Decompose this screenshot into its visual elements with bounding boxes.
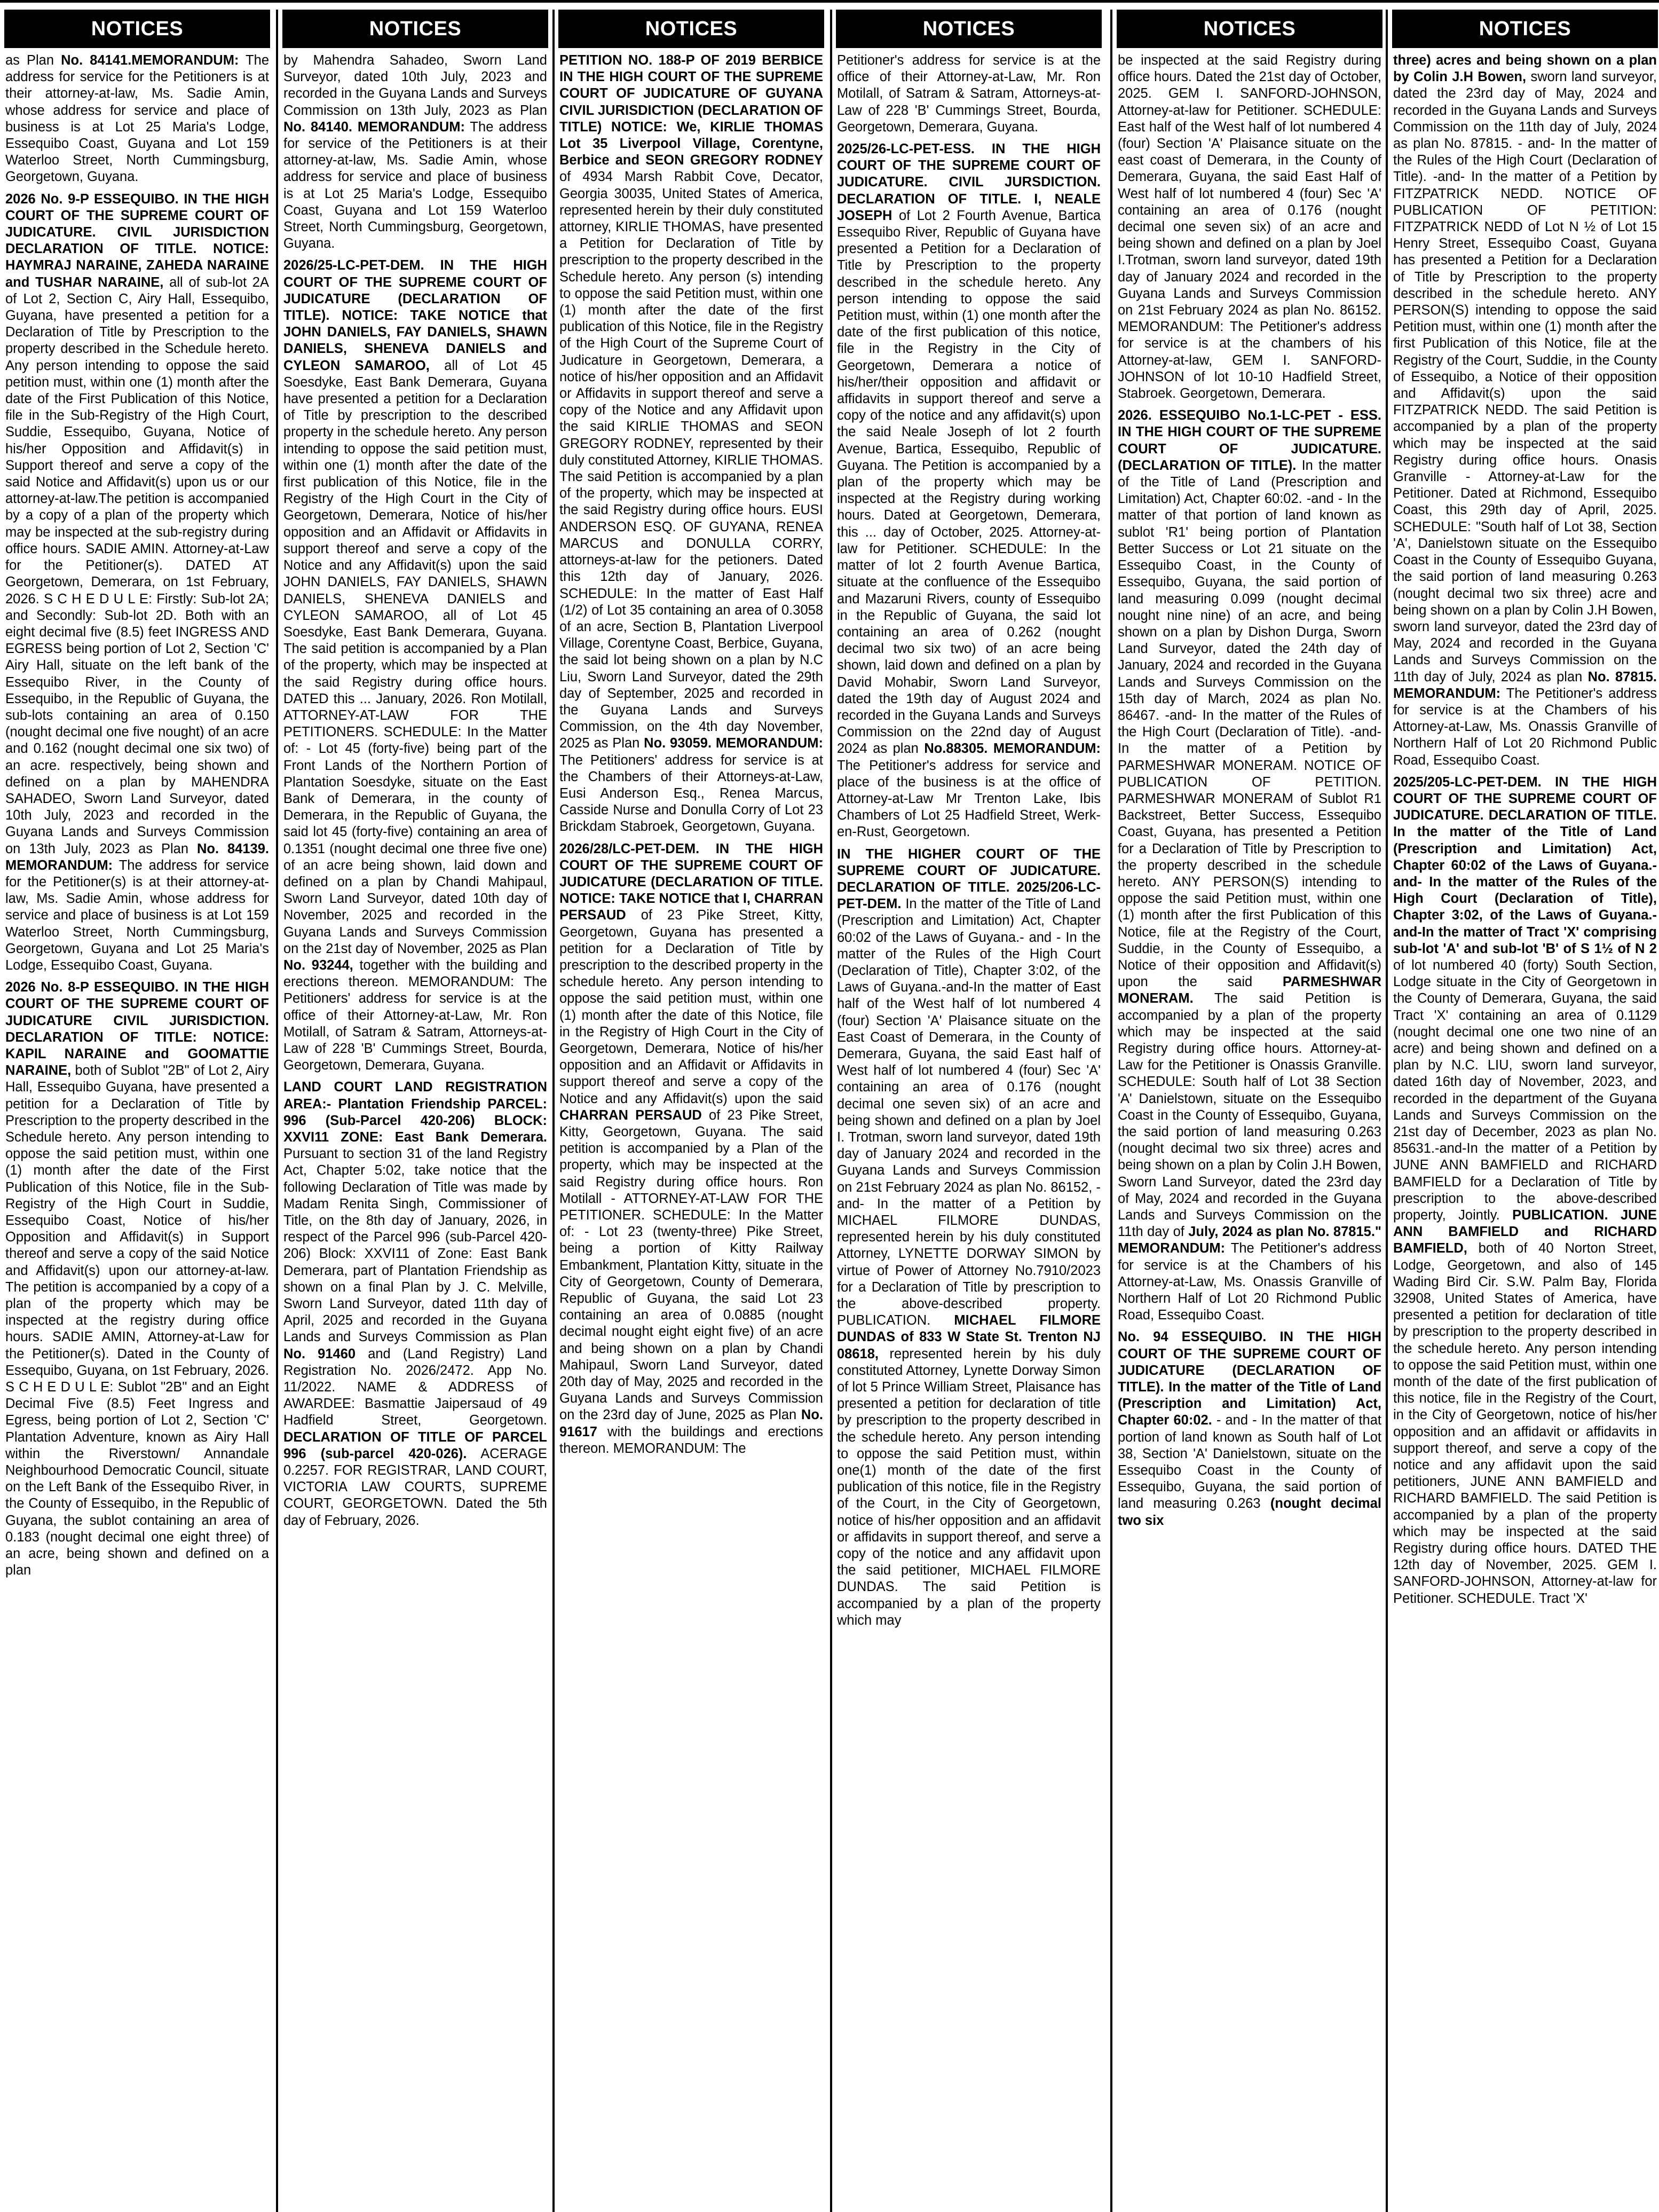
notices-column-2	[282, 10, 548, 2208]
notice-emphasis: 2026. ESSEQUIBO No.1-LC-PET - ESS. IN THE HIGH COURT OF THE SUPREME COURT OF JUDICATURE. (DECLARATION OF TITLE).	[1118, 408, 1381, 473]
notice-text: 2026 No. 8-P ESSEQUIBO. IN THE HIGH COURT OF THE SUPREME COURT OF JUDICATURE CIVIL JURISDICTION. DECLARATION OF TITLE: NOTICE: KAPIL NARAINE and GOOMATTIE NARAINE, both of Sublot "2B" of Lot 2, Airy Hall, Essequibo Guyana, have presented a petition for a Declaration of Title by Prescription to the property described in the Schedule hereto. Any person intending to oppose the said petition must, within one (1) month after the date of the First Publication of this Notice, file in the Sub-Registry of the High Court in Suddie, Essequibo Coast, Notice of his/her Opposition and Affidavit(s) in Support thereof and serve a copy of the said Notice and Affidavit(s) upon our attorney-at-law. The petition is accompanied by a copy of a plan of the property which may be inspected at the registry during office hours. SADIE AMIN, Attorney-at-Law for the Petitioner(s). Dated in the County of Essequibo, Guyana, on 1st February, 2026. S C H E D U L E: Sublot "2B" and an Eight Decimal Five (8.5) Feet Ingress and Egress, being portion of Lot 2, Section 'C' Plantation Adventure, known as Airy Hall within the Riverstown/ Annandale Neighbourhood Democratic Council, situate on the Left Bank of the Essequibo River, in the County of Essequibo, in the Republic of Guyana, the sublot containing an area of 0.183 (nought decimal one eight three) of an acre, being shown and defined on a plan	[5, 980, 269, 1578]
notice-emphasis: No.88305. MEMORANDUM:	[924, 741, 1101, 757]
notice-emphasis: 2026 No. 9-P ESSEQUIBO. IN THE HIGH COURT OF THE SUPREME COURT OF JUDICATURE. CIVIL JURISDICTION DECLARATION OF TITLE. NOTICE: HAYMRAJ NARAINE, ZAHEDA NARAINE and TUSHAR NARAINE,	[5, 191, 269, 290]
notice-emphasis: No. 84141.MEMORANDUM:	[61, 53, 239, 68]
column-divider	[552, 10, 555, 2212]
column-header: NOTICES	[1392, 10, 1658, 48]
column-divider	[1386, 10, 1388, 2212]
notices-column-1	[4, 10, 270, 2208]
notice-text: Petitioner's address for service is at the office of their Attorney-at-Law, Mr. Ron Motilall, of Satram & Satram, Attorneys-at-Law of 228 'B' Cummings Street, Bourda, Georgetown, Demerara, Guyana.	[837, 53, 1101, 135]
notice-emphasis: (nought decimal two six	[1118, 1496, 1381, 1528]
column-header: NOTICES	[282, 10, 548, 48]
notice-emphasis: PARMESHWAR MONERAM.	[1118, 974, 1381, 1006]
notice-emphasis: No. 93059. MEMORANDUM:	[644, 736, 823, 751]
notice-emphasis: No. 94 ESSEQUIBO. IN THE HIGH COURT OF THE SUPREME COURT OF JUDICATURE (DECLARATION OF TITLE). In the matter of the Title of Land (Prescription and Limitation) Act, Chapter 60:02.	[1118, 1329, 1381, 1428]
notice-text: 2026 No. 9-P ESSEQUIBO. IN THE HIGH COURT OF THE SUPREME COURT OF JUDICATURE. CIVIL JURISDICTION DECLARATION OF TITLE. NOTICE: HAYMRAJ NARAINE, ZAHEDA NARAINE and TUSHAR NARAINE, all of sub-lot 2A of Lot 2, Section C, Airy Hall, Essequibo, Guyana, have presented a petition for a Declaration of Title by Prescription to the property described in the Schedule hereto. Any person intending to oppose the said petition must, within one (1) month after the date of the First Publication of this Notice, file in the Sub-Registry of the High Court, Suddie, Essequibo, Guyana, Notice of his/her Opposition and Affidavit(s) in Support thereof and serve a copy of the said Notice and Affidavit(s) upon us or our attorney-at-law.The petition is accompanied by a copy of a plan of the property which may be inspected at the sub-registry during office hours. SADIE AMIN. Attorney-at-Law for the Petitioner(s). DATED AT Georgetown, Demerara, on 1st February, 2026. S C H E D U L E: Firstly: Sub-lot 2A; and Secondly: Sub-lot 2D. Both with an eight decimal five (8.5) feet INGRESS AND EGRESS being portion of Lot 2, Section 'C' Airy Hall, situate on the left bank of the Essequibo River, in the County of Essequibo, in the Republic of Guyana, the sub-lots containing an area of 0.150 (nought decimal one five nought) of an acre and 0.162 (nought decimal one six two) of an acre. respectively, being shown and defined on a plan by MAHENDRA SAHADEO, Sworn Land Surveyor, dated 10th July, 2023 and recorded in the Guyana Lands and Surveys Commission on 13th July, 2023 as Plan No. 84139. MEMORANDUM: The address for service for the Petitioner(s) is at their attorney-at-law, Ms. Sadie Amin, whose address for service and place of business is at Lot 159 Waterloo Street, North Cummingsburg, Georgetown, Guyana and Lot 25 Maria's Lodge, Essequibo Coast, Guyana.	[5, 191, 269, 973]
notice-text: 2026/28/LC-PET-DEM. IN THE HIGH COURT OF THE SUPREME COURT OF JUDICATURE (DECLARATION OF TITLE. NOTICE: TAKE NOTICE that I, CHARRAN PERSAUD of 23 Pike Street, Kitty, Georgetown, Guyana has presented a petition for a Declaration of Title by prescription to the described property in the schedule hereto. Any person intending to oppose the said petition must, within one (1) month after the date of this Notice, file in the Registry of High Court in the City of Georgetown, Demerara, Notice of his/her opposition and an Affidavit or Affidavits in support thereof and serve a copy of the Notice and any Affidavit(s) upon the said CHARRAN PERSAUD of 23 Pike Street, Kitty, Georgetown, Guyana. The said petition is accompanied by a Plan of the property, which may be inspected at the said Registry during office hours. Ron Motilall - ATTORNEY-AT-LAW FOR THE PETITIONER. SCHEDULE: In the Matter of: - Lot 23 (twenty-three) Pike Street, being a portion of Kitty Railway Embankment, Plantation Kitty, situate in the City of Georgetown, County of Demerara, Republic of Guyana, the said Lot 23 containing an area of 0.0885 (nought decimal nought eight eight five) of an acre and being shown on a plan by Chandi Mahipaul, Sworn Land Surveyor, dated 20th day of May, 2025 and recorded in the Guyana Lands and Surveys Commission on the 23rd day of June, 2025 as Plan No. 91617 with the buildings and erections thereon. MEMORANDUM: The	[559, 841, 823, 1456]
notice-emphasis: 2026 No. 8-P ESSEQUIBO. IN THE HIGH COURT OF THE SUPREME COURT OF JUDICATURE CIVIL JURISDICTION. DECLARATION OF TITLE: NOTICE: KAPIL NARAINE and GOOMATTIE NARAINE,	[5, 980, 269, 1079]
notice-text: 2025/26-LC-PET-ESS. IN THE HIGH COURT OF THE SUPREME COURT OF JUDICATURE. CIVIL JURSDICTION. DECLARATION OF TITLE. I, NEALE JOSEPH of Lot 2 Fourth Avenue, Bartica Essequibo River, Republic of Guyana have presented a Petition for a Declaration of Title by Prescription to the property described in the schedule hereto. Any person intending to oppose the said Petition must, within (1) one month after the date of the first publication of this notice, file in the Registry in the City of Georgetown, Demerara a notice of his/her/their opposition and affidavit or affidavits in support thereof and serve a copy of the notice and any affidavit(s) upon the said Neale Joseph of lot 2 fourth Avenue, Bartica, Essequibo, Republic of Guyana. The Petition is accompanied by a plan of the property which may be inspected at the Registry during working hours. Dated at Georgetown, Demerara, this ... day of October, 2025. Attorney-at-law for Petitioner. SCHEDULE: In the matter of lot 2 fourth Avenue Bartica, situate at the confluence of the Essequibo and Mazaruni Rivers, county of Essequibo in the Republic of Guyana, the said lot containing an area of 0.262 (nought decimal two six two) of an acre being shown, laid down and defined on a plan by David Mohabir, Sworn Land Surveyor, dated the 19th day of August 2024 and recorded in the Guyana Lands and Surveys Commission on the 22nd day of August 2024 as plan No.88305. MEMORANDUM: The Petitioner's address for service and place of the business is at the office of Attorney-at-Law Mr Trenton Lake, Ibis Chambers of Lot 25 Hadfield Street, Werk-en-Rust, Georgetown.	[837, 141, 1101, 840]
notice-emphasis: No. 84139. MEMORANDUM:	[5, 841, 269, 873]
notice-emphasis: MICHAEL FILMORE DUNDAS of 833 W State St. Trenton NJ 08618,	[837, 1313, 1101, 1361]
column-divider	[830, 10, 832, 2212]
notice-text: IN THE HIGHER COURT OF THE SUPREME COURT OF JUDICATURE. DECLARATION OF TITLE. 2025/206-LC-PET-DEM. In the matter of the Title of Land (Prescription and Limitation) Act, Chapter 60:02 of the Laws of Guyana.- and - In the matter of the Rules of the High Court (Declaration of Title), Chapter 3:02, of the Laws of Guyana.-and-In the matter of East half of the West half of lot numbered 4 (four) Section 'A' Plaisance situate on the East Coast of Demerara, in the County of Demerara, Guyana, the said East half of West half of lot numbered 4 (four) Sec 'A' containing an area of 0.176 (nought decimal one seven six) of an acre and being shown and defined on a plan by Joel I. Trotman, sworn land surveyor, dated 19th day of January 2024 and recorded in the Guyana Lands and Surveys Commission on 21st February 2024 as plan No. 86152, -and- In the matter of a Petition by MICHAEL FILMORE DUNDAS, represented herein by his duly constituted Attorney, LYNETTE DORWAY SIMON by virtue of Power of Attorney No.7910/2023 for a Declaration of Title by prescription to the above-described property. PUBLICATION. MICHAEL FILMORE DUNDAS of 833 W State St. Trenton NJ 08618, represented herein by his duly constituted Attorney, Lynette Dorway Simon of lot 5 Prince William Street, Plaisance has presented a petition for declaration of title by prescription to the property described in the schedule hereto. Any person intending to oppose the said Petition must, within one(1) month of the date of the first publication of this notice, file in the Registry of the Court, in the City of Georgetown, notice of his/her opposition and an affidavit or affidavits in support thereof, and serve a copy of the notice and any affidavit upon the said petitioner, MICHAEL FILMORE DUNDAS. The said Petition is accompanied by a plan of the property which may	[837, 846, 1101, 1628]
notice-text: 2026. ESSEQUIBO No.1-LC-PET - ESS. IN THE HIGH COURT OF THE SUPREME COURT OF JUDICATURE. (DECLARATION OF TITLE). In the matter of the Title of Land (Prescription and Limitation) Act, Chapter 60:02. -and - In the matter of that portion of land known as sublot 'R1' being portion of Plantation Better Success or Lot 21 situate on the Essequibo Coast, in the County of Essequibo, Guyana, the said portion of land measuring 0.099 (nought decimal nought nine nine) of an acre, and being shown on a plan by Dishon Durga, Sworn Land Surveyor, dated the 24th day of January, 2024 and recorded in the Guyana Lands and Surveys Commission on the 15th day of March, 2024 as plan No. 86467. -and- In the matter of the Rules of the High Court (Declaration of Title). -and- In the matter of a Petition by PARMESHWAR MONERAM. NOTICE OF PUBLICATION OF PETITION. PARMESHWAR MONERAM of Sublot R1 Backstreet, Better Success, Essequibo Coast, Guyana, has presented a Petition for a Declaration of Title by Prescription to the property described in the schedule hereto. ANY PERSON(S) intending to oppose the said Petition must, within one (1) month after the first Publication of this Notice, file at the Registry of the Court, Suddie, in the County of Essequibo, a Notice of their opposition and Affidavit(s) upon the said PARMESHWAR MONERAM. The said Petition is accompanied by a plan of the property which may be inspected at the said Registry during office hours. Attorney-at-Law for the Petitioner is Onassis Granville. SCHEDULE: South half of Lot 38 Section 'A' Danielstown, situate on the Essequibo Coast in the County of Essequibo, Guyana, the said portion of land measuring 0.263 (nought decimal two six three) acres and being shown on a plan by Colin J.H Bowen, Sworn Land Surveyor, dated the 23rd day of May, 2024 and recorded in the Guyana Lands and Surveys Commission on the 11th day of July, 2024 as plan No. 87815." MEMORANDUM: The Petitioner's address for service is at the Chambers of his Attorney-at-Law, Ms. Onassis Granville of Northern Half of Lot 20 Richmond Public Road, Essequibo Coast.	[1118, 408, 1382, 1323]
column-divider	[1110, 10, 1112, 2212]
notice-emphasis: No. 84140. MEMORANDUM:	[283, 119, 465, 135]
notice-emphasis: July, 2024 as plan No. 87815." MEMORANDUM:	[1118, 1224, 1382, 1256]
notice-text: 2026/25-LC-PET-DEM. IN THE HIGH COURT OF THE SUPREME COURT OF JUDICATURE (DECLARATION OF TITLE). NOTICE: TAKE NOTICE that JOHN DANIELS, FAY DANIELS, SHAWN DANIELS, SHENEVA DANIELS and CYLEON SAMAROO, all of Lot 45 Soesdyke, East Bank Demerara, Guyana have presented a petition for a Declaration of Title by prescription to the described property in the schedule hereto. Any person intending to oppose the said petition must, within one (1) month after the date of the first publication of this Notice, file in the Registry of the High Court in the City of Georgetown, Demerara, Notice of his/her opposition and an Affidavit or Affidavits in support thereof and serve a copy of the Notice and any Affidavit(s) upon the said JOHN DANIELS, FAY DANIELS, SHAWN DANIELS, SHENEVA DANIELS and CYLEON SAMAROO, all of Lot 45 Soesdyke, East Bank Demerara, Guyana. The said petition is accompanied by a Plan of the property, which may be inspected at the said Registry during office hours. DATED this ... January, 2026. Ron Motilall, ATTORNEY-AT-LAW FOR THE PETITIONERS. SCHEDULE: In the Matter of: - Lot 45 (forty-five) being part of the Front Lands of the Northern Portion of Plantation Soesdyke, situate on the East Bank of Demerara, in the county of Demerara, in the Republic of Guyana, the said lot 45 (forty-five) containing an area of 0.1351 (nought decimal one three five one) of an acre being shown, laid down and defined on a plan by Chandi Mahipaul, Sworn Land Surveyor, dated 10th day of November, 2025 and recorded in the Guyana Lands and Surveys Commission on the 21st day of November, 2025 as Plan No. 93244, together with the building and erections thereon. MEMORANDUM: The Petitioners' address for service is at the office of their Attorney-at-Law, Mr. Ron Motilall, of Satram & Satram, Attorneys-at-Law of 228 'B' Cummings Street, Bourda, Georgetown, Demerara, Guyana.	[283, 258, 548, 1073]
notice-emphasis: No. 87815. MEMORANDUM:	[1393, 669, 1657, 701]
notice-emphasis: No. 93244,	[283, 957, 353, 973]
notice-emphasis: DECLARATION OF TITLE OF PARCEL 996 (sub-parcel 420-026).	[283, 1429, 547, 1461]
notice-emphasis: IN THE HIGHER COURT OF THE SUPREME COURT OF JUDICATURE. DECLARATION OF TITLE. 2025/206-LC-PET-DEM.	[837, 846, 1101, 912]
notice-text: three) acres and being shown on a plan by Colin J.H Bowen, sworn land surveyor, dated the 23rd day of May, 2024 and recorded in the Guyana Lands and Surveys Commission on the 11th day of July, 2024 as plan No. 87815. - and- In the matter of the Rules of the High Court (Declaration of Title). -and- In the matter of a Petition by FITZPATRICK NEDD. NOTICE OF PUBLICATION OF PETITION: FITZPATRICK NEDD of Lot N ½ of Lot 15 Henry Street, Essequibo Coast, Guyana has presented a Petition for a Declaration of Title by Prescription to the property described in the schedule hereto. ANY PERSON(S) intending to oppose the said Petition must, within one (1) month after the first Publication of this Notice, file at the Registry of the Court, Suddie, in the County of Essequibo, a Notice of their opposition and Affidavit(s) upon the said FITZPATRICK NEDD. The said Petition is accompanied by a plan of the property which may be inspected at the said Registry during office hours. Onasis Granville - Attorney-at-Law for the Petitioner. Dated at Richmond, Essequibo Coast, this 29th day of April, 2025. SCHEDULE: "South half of Lot 38, Section 'A', Danielstown situate on the Essequibo Coast in the County of Essequibo Guyana, the said portion of land measuring 0.263 (nought decimal two six three) acre and being shown on a plan by Colin J.H Bowen, sworn land surveyor, dated the 23rd day of May, 2024 and recorded in the Guyana Lands and Surveys Commission on the 11th day of July, 2024 as plan No. 87815. MEMORANDUM: The Petitioner's address for service is at the Chambers of his Attorney-at-Law, Ms. Onassis Granville of Northern Half of Lot 20 Richmond Public Road, Essequibo Coast.	[1393, 53, 1657, 768]
notice-text: LAND COURT LAND REGISTRATION AREA:- Plantation Friendship PARCEL: 996 (Sub-Parcel 420-206) BLOCK: XXVI11 ZONE: East Bank Demerara. Pursuant to section 31 of the land Registry Act, Chapter 5:02, take notice that the following Declaration of Title was made by Madam Renita Singh, Commissioner of Title, on the 8th day of January, 2026, in respect of the Parcel 996 (sub-Parcel 420-206) Block: XXVI11 of Zone: East Bank Demerara, part of Plantation Friendship as shown on a final Plan by J. C. Melville, Sworn Land Surveyor, dated 11th day of April, 2025 and recorded in the Guyana Lands and Surveys Commission as Plan No. 91460 and (Land Registry) Land Registration No. 2026/2472. App No. 11/2022. NAME & ADDRESS of AWARDEE: Basmattie Jaipersaud of 49 Hadfield Street, Georgetown. DECLARATION OF TITLE OF PARCEL 996 (sub-parcel 420-026). ACERAGE 0.2257. FOR REGISTRAR, LAND COURT, VICTORIA LAW COURTS, SUPREME COURT, GEORGETOWN. Dated the 5th day of February, 2026.	[283, 1080, 547, 1528]
notice-text: by Mahendra Sahadeo, Sworn Land Surveyor, dated 10th July, 2023 and recorded in the Guyana Lands and Surveys Commission on 13th July, 2023 as Plan No. 84140. MEMORANDUM: The address for service of the Petitioners is at their attorney-at-law, Ms. Sadie Amin, whose address for service and place of business is at Lot 25 Maria's Lodge, Essequibo Coast, Guyana and Lot 159 Waterloo Street, North Cummingsburg, Georgetown, Guyana.	[283, 53, 547, 251]
notice-text: be inspected at the said Registry during office hours. Dated the 21st day of October, 2025. GEM I. SANFORD-JOHNSON, Attorney-at-law for Petitioner. SCHEDULE: East half of the West half of lot numbered 4 (four) Section 'A' Plaisance situate on the east coast of Demerara, in the County of Demerara, Guyana, the said East Half of West half of lot numbered 4 (four) Sec 'A' containing an area of 0.176 (nought decimal one seven six) of an acre and being shown and defined on a plan by Joel I.Trotman, sworn land surveyor, dated 19th day of January 2024 and recorded in the Guyana Lands and Surveys Commission on 21st February 2024 as plan No. 86152. MEMORANDUM: The Petitioner's address for service is at the chambers of his Attorney-at-law, GEM I. SANFORD-JOHNSON of lot 10-10 Hadfield Street, Stabroek. Georgetown, Demerara.	[1118, 53, 1381, 402]
notice-emphasis: PETITION NO. 188-P OF 2019 BERBICE IN THE HIGH COURT OF THE SUPREME COURT OF JUDICATURE OF GUYANA CIVIL JURISDICTION (DECLARATION OF TITLE) NOTICE: We, KIRLIE THOMAS Lot 35 Liverpool Village, Corentyne, Berbice and SEON GREGORY RODNEY	[559, 53, 823, 168]
notice-emphasis: 2026/28/LC-PET-DEM. IN THE HIGH COURT OF THE SUPREME COURT OF JUDICATURE (DECLARATION OF TITLE. NOTICE: TAKE NOTICE that I, CHARRAN PERSAUD	[559, 841, 823, 923]
column-header: NOTICES	[558, 10, 824, 48]
top-border-line	[0, 0, 1659, 3]
notice-emphasis: 2025/26-LC-PET-ESS. IN THE HIGH COURT OF THE SUPREME COURT OF JUDICATURE. CIVIL JURSDICTION. DECLARATION OF TITLE. I, NEALE JOSEPH	[837, 141, 1101, 223]
notices-column-3	[558, 10, 824, 2208]
notice-emphasis: three) acres and being shown on a plan by Colin J.H Bowen,	[1393, 53, 1657, 85]
notice-emphasis: LAND COURT LAND REGISTRATION AREA:- Plantation Friendship PARCEL: 996 (Sub-Parcel 420-206) BLOCK: XXVI11 ZONE: East Bank Demerara.	[283, 1080, 547, 1145]
column-header: NOTICES	[836, 10, 1102, 48]
notice-emphasis: 2025/205-LC-PET-DEM. IN THE HIGH COURT OF THE SUPREME COURT OF JUDICATURE. DECLARATION OF TITLE. In the matter of the Title of Land (Prescription and Limitation) Act, Chapter 60:02 of the Laws of Guyana.-and- In the matter of the Rules of the High Court (Declaration of Title), Chapter 3:02, of the Laws of Guyana.-and-In the matter of Tract 'X' comprising sub-lot 'A' and sub-lot 'B' of S 1½ of N 2	[1393, 774, 1657, 956]
column-header: NOTICES	[1117, 10, 1382, 48]
column-divider	[276, 10, 278, 2212]
notice-emphasis: No. 91617	[559, 1407, 823, 1439]
notices-column-4	[836, 10, 1102, 2208]
notice-emphasis: 2026/25-LC-PET-DEM. IN THE HIGH COURT OF THE SUPREME COURT OF JUDICATURE (DECLARATION OF TITLE). NOTICE: TAKE NOTICE that JOHN DANIELS, FAY DANIELS, SHAWN DANIELS, SHENEVA DANIELS and CYLEON SAMAROO,	[283, 258, 547, 373]
notice-text: 2025/205-LC-PET-DEM. IN THE HIGH COURT OF THE SUPREME COURT OF JUDICATURE. DECLARATION OF TITLE. In the matter of the Title of Land (Prescription and Limitation) Act, Chapter 60:02 of the Laws of Guyana.-and- In the matter of the Rules of the High Court (Declaration of Title), Chapter 3:02, of the Laws of Guyana.-and-In the matter of Tract 'X' comprising sub-lot 'A' and sub-lot 'B' of S 1½ of N 2 of lot numbered 40 (forty) South Section, Lodge situate in the City of Georgetown in the County of Demerara, Guyana, the said Tract 'X' containing an area of 0.1129 (nought decimal one one two nine of an acre) and being shown and defined on a plan by N.C. LIU, sworn land surveyor, dated 16th day of November, 2023, and recorded in the department of the Guyana Lands and Surveys Commission on the 21st day of December, 2023 as plan No. 85631.-and-In the matter of a Petition by JUNE ANN BAMFIELD and RICHARD BAMFIELD for a Declaration of Title by prescription to the above-described property, Jointly. PUBLICATION. JUNE ANN BAMFIELD and RICHARD BAMFIELD, both of 40 Norton Street, Lodge, Georgetown, and also of 145 Wading Bird Cir. S.W. Palm Bay, Florida 32908, United States of America, have presented a petition for declaration of title by prescription to the property described in the schedule hereto. Any person intending to oppose the said Petition must, within one month of the date of the first publication of this notice, file in the Registry of the Court, in the City of Georgetown, notice of his/her opposition and an affidavit or affidavits in support thereof, and serve a copy of the notice and any affidavit upon the said petitioners, JUNE ANN BAMFIELD and RICHARD BAMFIELD. The said Petition is accompanied by a plan of the property which may be inspected at the said Registry during office hours. DATED THE 12th day of November, 2025. GEM I. SANFORD-JOHNSON, Attorney-at-law for Petitioner. SCHEDULE. Tract 'X'	[1393, 774, 1657, 1606]
notice-text: as Plan No. 84141.MEMORANDUM: The address for service for the Petitioners is at their attorney-at-law, Ms. Sadie Amin, whose address for service and place of business is at Lot 25 Maria's Lodge, Essequibo Coast, Guyana and Lot 159 Waterloo Street, North Cummingsburg, Georgetown, Guyana.	[5, 53, 269, 185]
notice-text: PETITION NO. 188-P OF 2019 BERBICE IN THE HIGH COURT OF THE SUPREME COURT OF JUDICATURE OF GUYANA CIVIL JURISDICTION (DECLARATION OF TITLE) NOTICE: We, KIRLIE THOMAS Lot 35 Liverpool Village, Corentyne, Berbice and SEON GREGORY RODNEY of 4934 Marsh Rabbit Cove, Decator, Georgia 30035, United States of America, represented herein by their duly constituted attorney, KIRLIE THOMAS, have presented a Petition for Declaration of Title by prescription to the property described in the Schedule hereto. Any person (s) intending to oppose the said Petition must, within one (1) month after the date of the first publication of this Notice, file in the Registry of the High Court of the Supreme Court of Judicature in Georgetown, Demerara, a notice of his/her opposition and an Affidavit or Affidavits in support thereof and serve a copy of the Notice and any Affidavit upon the said KIRLIE THOMAS and SEON GREGORY RODNEY, represented by their duly constituted Attorney, KIRLIE THOMAS. The said Petition is accompanied by a plan of the property, which may be inspected at the said Registry during office hours. EUSI ANDERSON ESQ. OF GUYANA, RENEA MARCUS and DONULLA CORRY, attorneys-at-law for the petioners. Dated this 12th day of January, 2026. SCHEDULE: In the matter of East Half (1/2) of Lot 35 containing an area of 0.3058 of an acre, Section B, Plantation Liverpool Village, Corentyne Coast, Berbice, Guyana, the said lot being shown on a plan by N.C Liu, Sworn Land Surveyor, dated the 29th day of September, 2025 and recorded in the Guyana Lands and Surveys Commission, on the 4th day November, 2025 as Plan No. 93059. MEMORANDUM: The Petitioners' address for service is at the Chambers of their Attorneys-at-Law, Eusi Anderson Esq., Renea Marcus, Casside Nurse and Donulla Corry of Lot 23 Brickdam Stabroek, Georgetown, Guyana.	[559, 53, 823, 835]
notice-emphasis: PUBLICATION. JUNE ANN BAMFIELD and RICHARD BAMFIELD,	[1393, 1208, 1657, 1256]
notices-column-6	[1392, 10, 1658, 2208]
notices-column-5	[1117, 10, 1382, 2208]
notice-emphasis: No. 91460	[283, 1346, 356, 1361]
column-header: NOTICES	[4, 10, 270, 48]
notice-text: No. 94 ESSEQUIBO. IN THE HIGH COURT OF THE SUPREME COURT OF JUDICATURE (DECLARATION OF TITLE). In the matter of the Title of Land (Prescription and Limitation) Act, Chapter 60:02. - and - In the matter of that portion of land known as South half of Lot 38, Section 'A' Danielstown, situate on the Essequibo Coast in the County of Essequibo, Guyana, the said portion of land measuring 0.263 (nought decimal two six	[1118, 1329, 1381, 1528]
notice-emphasis: CHARRAN PERSAUD	[559, 1107, 702, 1123]
